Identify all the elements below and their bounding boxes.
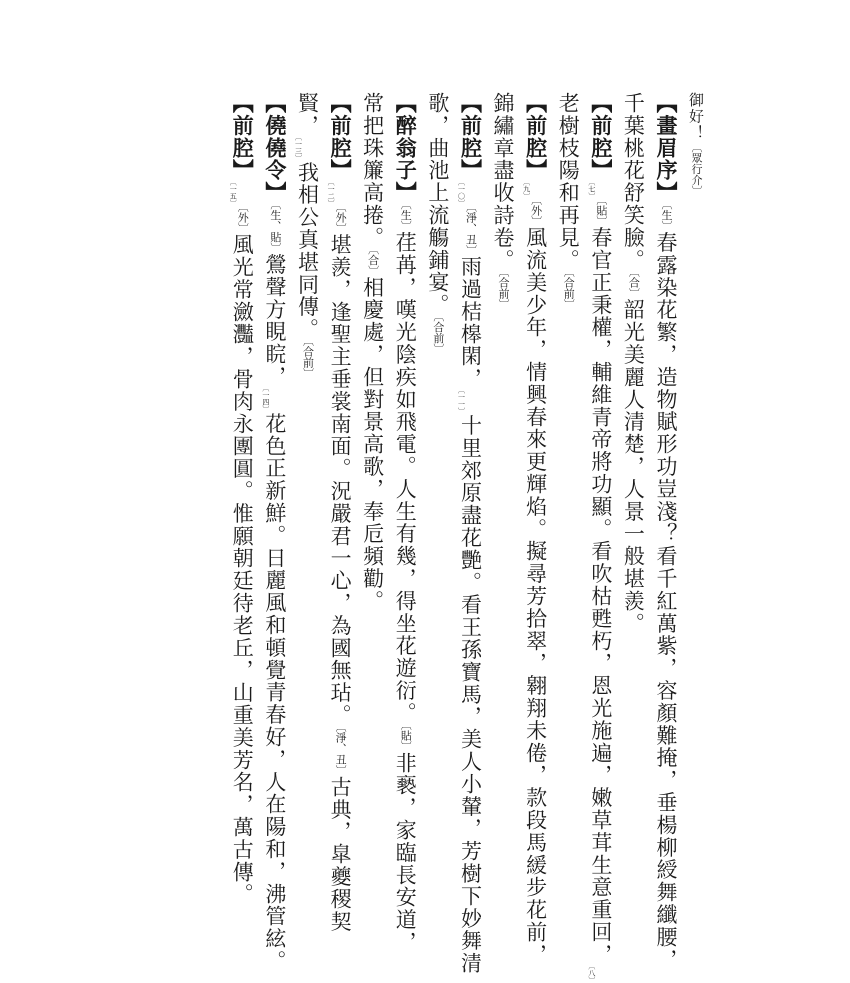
stage-direction: 〔外〕 bbox=[236, 206, 250, 234]
text-line bbox=[356, 92, 389, 822]
lyric-text: 風光常瀲灩，骨肉永團圓。惟願朝廷待老丘，山重美芳名，萬古傳。 bbox=[230, 233, 255, 906]
stage-direction: 〔貼〕 bbox=[399, 724, 413, 752]
lyric-text: 春官正秉權，輔維青帝將功顯。看吹枯甦朽，恩光施遍，嫩草茸生意重回， bbox=[588, 226, 613, 966]
lyric-text: 錦繡章盡收詩卷。 bbox=[491, 92, 516, 272]
footnote-marker: 〔八〕 bbox=[587, 965, 596, 983]
lyric-text: 春露染花繁，造物賦形功豈淺？看千紅萬紫，容顏難掩，垂楊柳綬舞纖腰， bbox=[654, 231, 678, 971]
footnote-marker: 〔一一〕 bbox=[457, 390, 466, 415]
lyric-text: 我相公真堪同傳。 bbox=[295, 161, 320, 341]
lyric-text: 風流美少年，情興春來更輝焰。擬尋芳拾翠，翱翔未倦，款段馬緩步花前， bbox=[523, 226, 548, 966]
text-line bbox=[389, 92, 422, 954]
stage-direction: 〔合前〕 bbox=[562, 271, 576, 310]
stage-direction: 〔外〕 bbox=[529, 199, 543, 227]
tune-title: 【前腔】 bbox=[458, 92, 484, 182]
lyric-text: 堪羨，逢聖主垂裳南面。況嚴君一心，為國無玷。 bbox=[328, 233, 353, 727]
text-line bbox=[258, 92, 291, 973]
text-line bbox=[291, 92, 324, 822]
tune-title: 【前腔】 bbox=[328, 92, 354, 182]
lyric-text: 十里郊原盡花艷。看王孫寶馬，美人小輦，芳樹下妙舞清 bbox=[458, 414, 483, 975]
vertical-text-column-block bbox=[150, 92, 710, 983]
lyric-text: 賢， bbox=[295, 92, 320, 137]
text-line bbox=[226, 92, 259, 906]
footnote-marker: 〔一三〕 bbox=[294, 136, 303, 162]
stage-direction: 〔眾行介〕 bbox=[690, 141, 703, 197]
text-line bbox=[682, 92, 710, 822]
stage-direction: 〔合前〕 bbox=[431, 316, 445, 355]
footnote-marker: 〔一五〕 bbox=[229, 181, 238, 207]
lyric-text: 御好！ bbox=[687, 92, 705, 142]
stage-direction: 〔外〕 bbox=[334, 206, 348, 234]
lyric-text: 古典，皐夔稷契 bbox=[328, 775, 353, 933]
text-line bbox=[323, 92, 356, 933]
tune-title: 【僥僥令】 bbox=[262, 92, 288, 204]
text-line bbox=[584, 92, 617, 983]
text-line bbox=[649, 92, 682, 971]
lyric-text: 荏苒，嘆光陰疾如飛電。人生有幾，得坐花遊衍。 bbox=[393, 231, 418, 725]
text-line bbox=[486, 92, 519, 822]
stage-direction: 〔生〕 bbox=[399, 204, 413, 232]
tune-title: 【前腔】 bbox=[588, 92, 614, 182]
tune-title: 【畫眉序】 bbox=[654, 92, 679, 204]
stage-direction: 〔合前〕 bbox=[301, 340, 315, 380]
footnote-marker: 〔一四〕 bbox=[261, 387, 270, 413]
footnote-marker: 〔七〕 bbox=[587, 181, 596, 200]
tune-title: 【前腔】 bbox=[523, 92, 549, 182]
lyric-text: 千葉桃花舒笑臉。 bbox=[621, 92, 646, 272]
text-line bbox=[454, 92, 487, 975]
lyric-text: 歌，曲池上流觴鋪宴。 bbox=[425, 92, 450, 316]
lyric-text: 韶光美麗人清楚，人景一般堪羨。 bbox=[621, 298, 646, 635]
lyric-text: 雨過桔槔閑， bbox=[458, 255, 483, 391]
footnote-marker: 〔九〕 bbox=[522, 181, 531, 200]
text-line bbox=[519, 92, 552, 966]
lyric-text: 非褻，家臨長安道， bbox=[393, 751, 418, 954]
stage-direction: 〔合〕 bbox=[366, 248, 380, 277]
tune-title: 【前腔】 bbox=[230, 92, 256, 182]
stage-direction: 〔合〕 bbox=[627, 271, 641, 299]
footnote-marker: 〔一二〕 bbox=[327, 181, 336, 207]
stage-direction: 〔生〕 bbox=[660, 204, 673, 232]
text-line bbox=[617, 92, 650, 822]
stage-direction: 〔淨、丑〕 bbox=[334, 726, 348, 776]
stage-direction: 〔貼〕 bbox=[594, 199, 608, 227]
lyric-text: 老樹枝陽和再見。 bbox=[556, 92, 581, 272]
stage-direction: 〔淨、丑〕 bbox=[464, 206, 478, 256]
lyric-text: 鶯聲方睍睆， bbox=[262, 253, 287, 388]
text-line bbox=[421, 92, 454, 822]
lyric-text: 相慶處，但對景高歌，奉卮頻勸。 bbox=[360, 276, 385, 613]
tune-title: 【醉翁子】 bbox=[393, 92, 419, 204]
text-line bbox=[552, 92, 585, 822]
stage-direction: 〔生、貼〕 bbox=[268, 204, 282, 254]
footnote-marker: 〔一〇〕 bbox=[457, 181, 466, 207]
stage-direction: 〔合前〕 bbox=[497, 271, 511, 310]
lyric-text: 常把珠簾高捲。 bbox=[360, 92, 385, 249]
lyric-text: 花色正新鮮。日麗風和頓覺青春好，人在陽和，沸管絃。 bbox=[262, 412, 287, 973]
